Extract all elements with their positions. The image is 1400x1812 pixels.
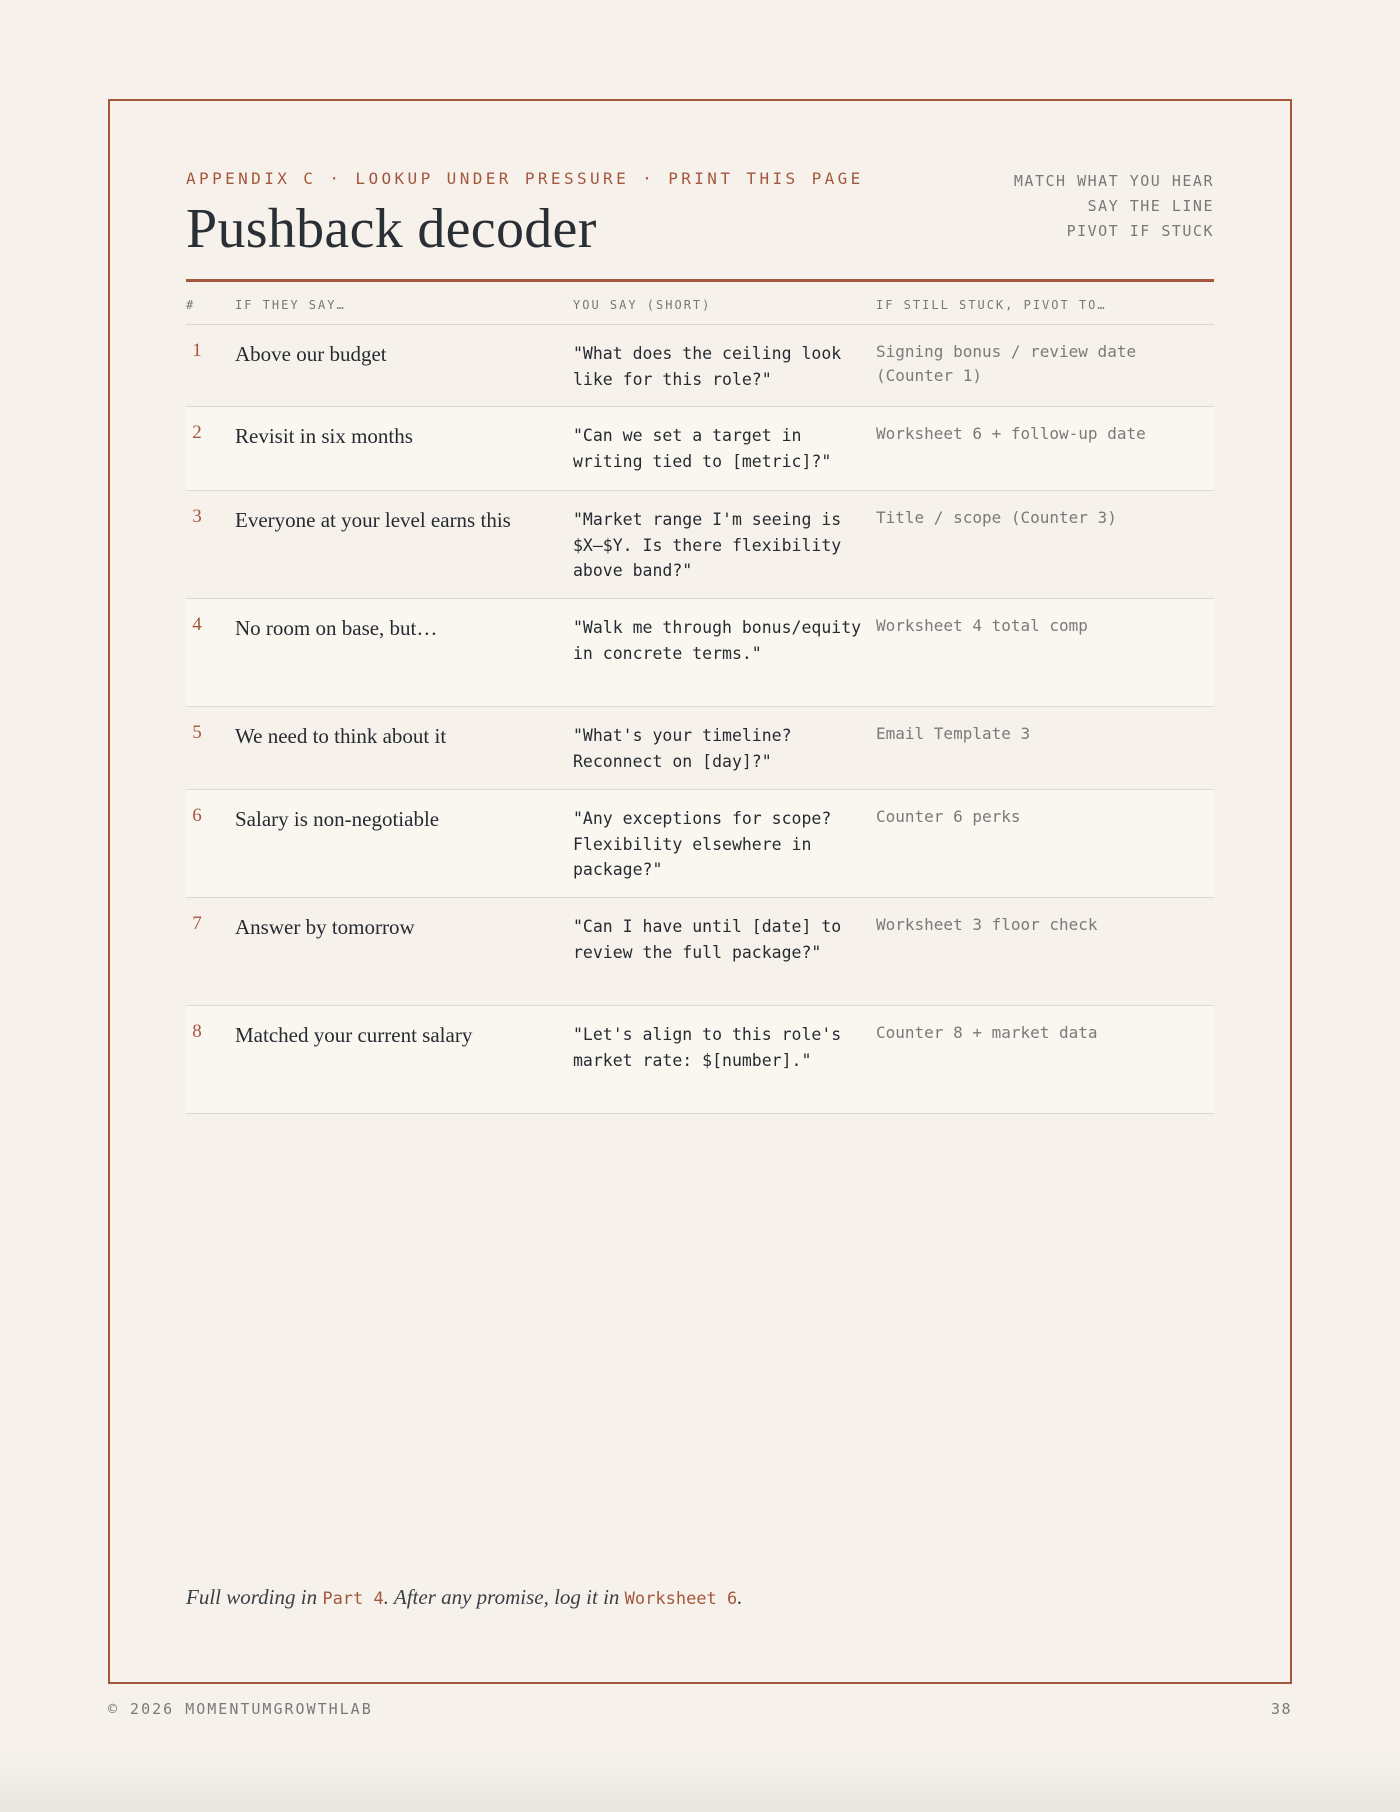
pivot-text: Worksheet 6 + follow-up date <box>876 424 1146 443</box>
column-header-they-say: IF THEY SAY… <box>235 298 346 312</box>
table-header <box>186 282 1214 325</box>
page-bottom-shade <box>0 1752 1400 1812</box>
footnote-text: . After any promise, log it in <box>383 1585 625 1609</box>
page-frame <box>108 99 1292 1684</box>
table-row <box>186 599 1214 707</box>
column-header-number: # <box>186 298 196 312</box>
they-say-text: We need to think about it <box>235 724 447 748</box>
pivot-text: Worksheet 3 floor check <box>876 915 1098 934</box>
instruction-say: SAY THE LINE <box>1087 197 1214 215</box>
instruction-pivot: PIVOT IF STUCK <box>1066 222 1214 240</box>
you-say-text: "Any exceptions for scope? Flexibility elsewhere in package?" <box>573 809 832 879</box>
worksheet-6-link[interactable]: Worksheet 6 <box>624 1589 738 1609</box>
pivot-text: Counter 6 perks <box>876 807 1021 826</box>
row-number: 2 <box>192 422 202 443</box>
pivot-text: Worksheet 4 total comp <box>876 616 1088 635</box>
table-row <box>186 790 1214 898</box>
pivot-text: Title / scope (Counter 3) <box>876 508 1117 527</box>
row-number: 3 <box>192 506 202 527</box>
they-say-text: No room on base, but… <box>235 616 438 640</box>
row-number: 8 <box>192 1021 202 1042</box>
row-number: 1 <box>192 340 202 361</box>
they-say-text: Revisit in six months <box>235 424 413 448</box>
you-say-text: "What does the ceiling look like for this role?" <box>573 344 842 389</box>
they-say-text: Matched your current salary <box>235 1023 473 1047</box>
you-say-text: "Walk me through bonus/equity in concrete terms." <box>573 618 862 663</box>
footnote-text: . <box>737 1585 743 1609</box>
table-row <box>186 407 1214 491</box>
copyright: © 2026 MOMENTUMGROWTHLAB <box>108 1700 373 1718</box>
footnote <box>186 1585 743 1610</box>
table-row <box>186 325 1214 407</box>
they-say-text: Above our budget <box>235 342 387 366</box>
you-say-text: "Let's align to this role's market rate: $[number]." <box>573 1025 842 1070</box>
table-row <box>186 898 1214 1006</box>
table-row <box>186 491 1214 599</box>
you-say-text: "Can I have until [date] to review the full package?" <box>573 917 842 962</box>
row-number: 4 <box>192 614 202 635</box>
pivot-text: Email Template 3 <box>876 724 1031 743</box>
column-header-pivot: IF STILL STUCK, PIVOT TO… <box>876 298 1107 312</box>
table-row <box>186 1006 1214 1114</box>
part-4-link[interactable]: Part 4 <box>322 1589 384 1609</box>
row-number: 5 <box>192 722 202 743</box>
you-say-text: "What's your timeline? Reconnect on [day]?" <box>573 726 792 771</box>
they-say-text: Answer by tomorrow <box>235 915 415 939</box>
pivot-text: Signing bonus / review date (Counter 1) <box>876 342 1137 385</box>
they-say-text: Salary is non-negotiable <box>235 807 440 831</box>
row-number: 6 <box>192 805 202 826</box>
pivot-text: Counter 8 + market data <box>876 1023 1098 1042</box>
they-say-text: Everyone at your level earns this <box>235 508 511 532</box>
decoder-table <box>186 282 1214 1114</box>
appendix-eyebrow: APPENDIX C · LOOKUP UNDER PRESSURE · PRINT THIS PAGE <box>186 169 864 188</box>
page-title: Pushback decoder <box>186 198 597 260</box>
footnote-text: Full wording in <box>186 1585 323 1609</box>
row-number: 7 <box>192 913 202 934</box>
you-say-text: "Market range I'm seeing is $X–$Y. Is there flexibility above band?" <box>573 510 842 580</box>
page-number: 38 <box>1270 1700 1292 1718</box>
table-row <box>186 707 1214 790</box>
you-say-text: "Can we set a target in writing tied to [metric]?" <box>573 426 832 471</box>
instructions-aside <box>1014 169 1214 244</box>
column-header-you-say: YOU SAY (SHORT) <box>573 298 712 312</box>
instruction-match: MATCH WHAT YOU HEAR <box>1013 172 1214 190</box>
